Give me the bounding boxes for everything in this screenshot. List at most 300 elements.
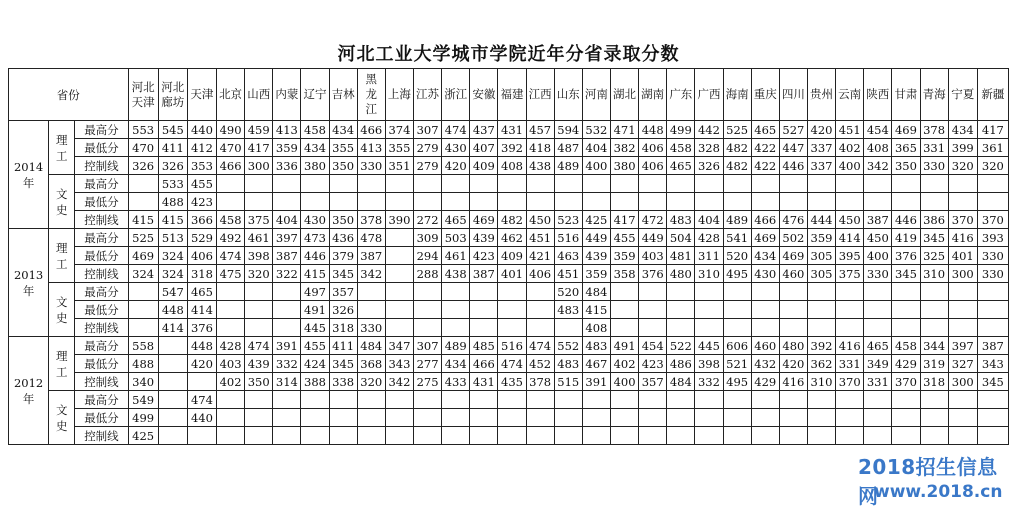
score-cell: 471 xyxy=(610,121,638,139)
score-cell: 451 xyxy=(554,265,582,283)
score-cell xyxy=(836,301,864,319)
metric-label: 控制线 xyxy=(75,427,128,445)
score-cell: 432 xyxy=(751,355,779,373)
score-cell xyxy=(329,409,357,427)
score-cell: 388 xyxy=(301,373,329,391)
score-cell xyxy=(807,283,835,301)
score-cell xyxy=(723,319,751,337)
score-cell: 450 xyxy=(526,211,554,229)
score-cell: 344 xyxy=(920,337,948,355)
score-cell: 466 xyxy=(357,121,385,139)
score-cell: 420 xyxy=(187,355,216,373)
score-cell: 497 xyxy=(301,283,329,301)
score-cell: 466 xyxy=(217,157,245,175)
score-cell: 489 xyxy=(442,337,470,355)
table-row xyxy=(9,175,1009,193)
score-cell xyxy=(413,319,441,337)
watermark-site-url: www.2018.cn xyxy=(874,482,1003,502)
score-cell: 350 xyxy=(329,211,357,229)
score-cell: 404 xyxy=(695,211,723,229)
score-cell xyxy=(526,391,554,409)
score-cell: 442 xyxy=(695,121,723,139)
score-cell xyxy=(892,391,920,409)
score-cell: 314 xyxy=(273,373,301,391)
score-cell xyxy=(639,283,667,301)
score-cell xyxy=(128,319,158,337)
year-cell: 2012 年 xyxy=(9,337,49,445)
province-header: 吉林 xyxy=(329,69,357,121)
metric-label: 最高分 xyxy=(75,283,128,301)
score-cell: 513 xyxy=(158,229,187,247)
score-cell xyxy=(245,319,273,337)
score-cell xyxy=(610,391,638,409)
score-cell xyxy=(470,427,498,445)
table-row xyxy=(9,301,1009,319)
score-cell xyxy=(217,301,245,319)
score-cell: 440 xyxy=(187,121,216,139)
score-cell: 470 xyxy=(128,139,158,157)
score-cell: 415 xyxy=(128,211,158,229)
score-cell: 460 xyxy=(779,265,807,283)
score-cell xyxy=(217,427,245,445)
score-cell: 370 xyxy=(836,373,864,391)
score-cell: 324 xyxy=(128,265,158,283)
score-cell: 487 xyxy=(554,139,582,157)
score-cell: 294 xyxy=(413,247,441,265)
score-cell: 416 xyxy=(948,229,977,247)
score-cell xyxy=(187,373,216,391)
score-cell: 320 xyxy=(977,157,1008,175)
score-cell xyxy=(836,175,864,193)
score-cell: 515 xyxy=(554,373,582,391)
score-cell xyxy=(864,319,892,337)
score-cell xyxy=(836,193,864,211)
score-cell: 288 xyxy=(413,265,441,283)
province-header: 黑 龙 江 xyxy=(357,69,385,121)
score-cell xyxy=(892,193,920,211)
score-cell xyxy=(920,301,948,319)
score-cell: 417 xyxy=(977,121,1008,139)
score-cell: 326 xyxy=(128,157,158,175)
score-cell xyxy=(667,427,695,445)
score-cell xyxy=(807,409,835,427)
score-cell: 532 xyxy=(582,121,610,139)
score-cell xyxy=(554,427,582,445)
score-cell xyxy=(864,427,892,445)
score-cell: 439 xyxy=(470,229,498,247)
score-cell xyxy=(245,409,273,427)
score-cell: 483 xyxy=(554,355,582,373)
score-cell xyxy=(158,409,187,427)
score-cell xyxy=(357,391,385,409)
score-cell xyxy=(273,193,301,211)
subject-cell: 文 史 xyxy=(49,391,75,445)
score-cell: 458 xyxy=(667,139,695,157)
table-row xyxy=(9,193,1009,211)
score-cell: 391 xyxy=(582,373,610,391)
score-cell xyxy=(751,409,779,427)
score-cell: 457 xyxy=(526,121,554,139)
score-cell: 343 xyxy=(385,355,413,373)
score-cell: 444 xyxy=(807,211,835,229)
score-cell xyxy=(892,301,920,319)
score-cell xyxy=(385,427,413,445)
score-cell xyxy=(977,175,1008,193)
score-cell: 438 xyxy=(442,265,470,283)
score-cell: 320 xyxy=(357,373,385,391)
table-row xyxy=(9,355,1009,373)
year-cell: 2014 年 xyxy=(9,121,49,229)
score-cell: 469 xyxy=(470,211,498,229)
score-cell: 499 xyxy=(128,409,158,427)
score-cell xyxy=(128,283,158,301)
score-cell xyxy=(667,301,695,319)
score-cell: 447 xyxy=(779,139,807,157)
table-row xyxy=(9,409,1009,427)
score-cell: 474 xyxy=(498,355,526,373)
score-cell xyxy=(948,409,977,427)
score-cell: 411 xyxy=(158,139,187,157)
table-row xyxy=(9,157,1009,175)
score-cell: 437 xyxy=(470,121,498,139)
subject-cell: 理 工 xyxy=(49,337,75,391)
score-cell: 326 xyxy=(329,301,357,319)
score-cell: 397 xyxy=(948,337,977,355)
score-cell: 522 xyxy=(667,337,695,355)
score-cell: 351 xyxy=(385,157,413,175)
score-cell xyxy=(667,175,695,193)
metric-label: 最低分 xyxy=(75,139,128,157)
score-cell xyxy=(498,193,526,211)
score-cell: 415 xyxy=(582,301,610,319)
score-cell xyxy=(526,409,554,427)
score-cell xyxy=(807,301,835,319)
score-cell xyxy=(385,391,413,409)
score-cell xyxy=(723,193,751,211)
score-cell: 398 xyxy=(245,247,273,265)
province-header: 重庆 xyxy=(751,69,779,121)
score-cell xyxy=(723,391,751,409)
score-cell xyxy=(273,301,301,319)
score-cell: 558 xyxy=(128,337,158,355)
score-cell xyxy=(357,193,385,211)
score-cell xyxy=(217,391,245,409)
score-cell: 421 xyxy=(526,247,554,265)
score-cell: 300 xyxy=(245,157,273,175)
score-cell xyxy=(470,391,498,409)
score-cell xyxy=(217,175,245,193)
score-cell: 533 xyxy=(158,175,187,193)
score-cell: 480 xyxy=(779,337,807,355)
table-row xyxy=(9,373,1009,391)
score-cell: 495 xyxy=(723,373,751,391)
score-cell: 392 xyxy=(807,337,835,355)
score-cell: 460 xyxy=(751,337,779,355)
score-cell: 465 xyxy=(667,157,695,175)
score-cell: 319 xyxy=(920,355,948,373)
score-cell: 326 xyxy=(158,157,187,175)
score-cell: 336 xyxy=(273,157,301,175)
province-header: 新疆 xyxy=(977,69,1008,121)
score-cell xyxy=(498,283,526,301)
score-cell: 523 xyxy=(554,211,582,229)
year-cell: 2013 年 xyxy=(9,229,49,337)
subject-cell: 文 史 xyxy=(49,175,75,229)
score-cell xyxy=(554,193,582,211)
province-header: 青海 xyxy=(920,69,948,121)
score-cell xyxy=(498,427,526,445)
score-cell xyxy=(807,319,835,337)
score-cell: 445 xyxy=(695,337,723,355)
score-cell xyxy=(723,427,751,445)
score-cell: 330 xyxy=(864,265,892,283)
province-header: 河北 廊坊 xyxy=(158,69,187,121)
metric-label: 最低分 xyxy=(75,247,128,265)
score-cell: 305 xyxy=(807,265,835,283)
score-cell xyxy=(385,247,413,265)
score-cell: 489 xyxy=(723,211,751,229)
table-row xyxy=(9,247,1009,265)
score-cell: 350 xyxy=(245,373,273,391)
score-cell: 450 xyxy=(864,229,892,247)
score-cell: 465 xyxy=(864,337,892,355)
score-cell: 365 xyxy=(892,139,920,157)
score-cell: 366 xyxy=(187,211,216,229)
score-cell: 403 xyxy=(217,355,245,373)
score-cell: 520 xyxy=(723,247,751,265)
score-cell xyxy=(442,391,470,409)
score-cell: 277 xyxy=(413,355,441,373)
score-cell: 435 xyxy=(498,373,526,391)
score-cell xyxy=(301,175,329,193)
score-cell xyxy=(695,301,723,319)
score-cell xyxy=(357,301,385,319)
score-cell xyxy=(977,283,1008,301)
score-cell xyxy=(751,391,779,409)
score-cell: 594 xyxy=(554,121,582,139)
metric-label: 控制线 xyxy=(75,319,128,337)
score-cell: 461 xyxy=(245,229,273,247)
province-header: 四川 xyxy=(779,69,807,121)
score-cell: 482 xyxy=(723,139,751,157)
score-cell: 391 xyxy=(273,337,301,355)
score-cell xyxy=(301,391,329,409)
score-cell: 438 xyxy=(526,157,554,175)
score-cell xyxy=(582,175,610,193)
score-cell xyxy=(526,301,554,319)
score-cell xyxy=(158,337,187,355)
score-cell xyxy=(273,427,301,445)
score-cell: 412 xyxy=(187,139,216,157)
score-cell xyxy=(273,409,301,427)
score-cell xyxy=(977,193,1008,211)
score-cell xyxy=(526,175,554,193)
score-cell: 446 xyxy=(301,247,329,265)
score-cell xyxy=(639,193,667,211)
score-cell: 504 xyxy=(667,229,695,247)
score-cell: 458 xyxy=(892,337,920,355)
score-cell xyxy=(667,283,695,301)
score-cell xyxy=(442,193,470,211)
score-cell xyxy=(639,391,667,409)
score-cell xyxy=(385,301,413,319)
score-cell: 272 xyxy=(413,211,441,229)
score-cell: 318 xyxy=(920,373,948,391)
score-cell xyxy=(864,283,892,301)
province-header: 广东 xyxy=(667,69,695,121)
score-cell: 469 xyxy=(892,121,920,139)
score-cell: 420 xyxy=(807,121,835,139)
score-cell: 488 xyxy=(158,193,187,211)
score-cell xyxy=(413,175,441,193)
score-cell xyxy=(892,283,920,301)
score-cell xyxy=(920,175,948,193)
score-cell xyxy=(779,283,807,301)
score-cell: 355 xyxy=(385,139,413,157)
score-cell: 480 xyxy=(667,265,695,283)
score-cell: 387 xyxy=(470,265,498,283)
score-cell: 529 xyxy=(187,229,216,247)
score-cell xyxy=(217,409,245,427)
score-cell: 409 xyxy=(470,157,498,175)
score-cell: 322 xyxy=(273,265,301,283)
score-cell xyxy=(610,283,638,301)
score-cell: 465 xyxy=(751,121,779,139)
province-header: 安徽 xyxy=(470,69,498,121)
score-cell: 545 xyxy=(158,121,187,139)
score-cell: 403 xyxy=(639,247,667,265)
score-cell: 448 xyxy=(158,301,187,319)
score-cell: 475 xyxy=(217,265,245,283)
score-cell: 330 xyxy=(977,247,1008,265)
score-cell xyxy=(498,175,526,193)
province-header: 广西 xyxy=(695,69,723,121)
score-cell: 413 xyxy=(357,139,385,157)
province-header: 辽宁 xyxy=(301,69,329,121)
score-cell xyxy=(470,409,498,427)
score-cell: 461 xyxy=(442,247,470,265)
watermark-site-name: 2018招生信息网 xyxy=(858,455,998,508)
score-cell: 503 xyxy=(442,229,470,247)
score-cell: 492 xyxy=(217,229,245,247)
score-cell xyxy=(723,175,751,193)
province-header: 云南 xyxy=(836,69,864,121)
score-cell xyxy=(779,427,807,445)
score-cell xyxy=(695,427,723,445)
score-cell: 393 xyxy=(977,229,1008,247)
score-cell: 425 xyxy=(582,211,610,229)
score-cell xyxy=(128,175,158,193)
header-row xyxy=(9,69,1009,121)
score-cell: 368 xyxy=(357,355,385,373)
score-cell xyxy=(920,427,948,445)
score-cell: 455 xyxy=(610,229,638,247)
score-cell xyxy=(639,175,667,193)
score-cell xyxy=(329,193,357,211)
metric-label: 最低分 xyxy=(75,301,128,319)
score-cell xyxy=(751,193,779,211)
score-cell: 422 xyxy=(751,139,779,157)
metric-label: 控制线 xyxy=(75,373,128,391)
score-cell xyxy=(779,391,807,409)
score-cell xyxy=(470,175,498,193)
score-cell xyxy=(245,193,273,211)
score-cell: 406 xyxy=(526,265,554,283)
score-cell: 423 xyxy=(639,355,667,373)
score-cell xyxy=(158,391,187,409)
score-cell xyxy=(948,175,977,193)
score-cell: 375 xyxy=(245,211,273,229)
score-cell xyxy=(948,391,977,409)
score-cell: 359 xyxy=(610,247,638,265)
score-cell: 310 xyxy=(695,265,723,283)
score-cell: 430 xyxy=(442,139,470,157)
score-cell xyxy=(667,391,695,409)
score-cell xyxy=(413,283,441,301)
score-cell: 387 xyxy=(864,211,892,229)
score-cell: 466 xyxy=(751,211,779,229)
score-cell: 330 xyxy=(357,319,385,337)
score-cell: 469 xyxy=(779,247,807,265)
score-cell: 279 xyxy=(413,157,441,175)
score-cell: 417 xyxy=(610,211,638,229)
score-cell: 387 xyxy=(357,247,385,265)
score-cell: 343 xyxy=(977,355,1008,373)
score-cell xyxy=(864,409,892,427)
score-cell xyxy=(667,193,695,211)
score-cell xyxy=(920,319,948,337)
score-cell xyxy=(582,391,610,409)
score-cell: 429 xyxy=(892,355,920,373)
score-cell: 353 xyxy=(187,157,216,175)
score-cell xyxy=(470,193,498,211)
score-cell xyxy=(639,409,667,427)
score-cell xyxy=(273,283,301,301)
score-cell xyxy=(158,427,187,445)
score-cell xyxy=(187,427,216,445)
score-cell: 445 xyxy=(301,319,329,337)
province-header: 河北 天津 xyxy=(128,69,158,121)
score-cell: 415 xyxy=(301,265,329,283)
score-cell xyxy=(836,319,864,337)
score-cell: 428 xyxy=(217,337,245,355)
score-cell: 361 xyxy=(977,139,1008,157)
province-header: 山东 xyxy=(554,69,582,121)
score-cell: 320 xyxy=(245,265,273,283)
score-cell xyxy=(920,283,948,301)
table-row xyxy=(9,427,1009,445)
score-cell: 413 xyxy=(273,121,301,139)
province-header: 北京 xyxy=(217,69,245,121)
metric-label: 最高分 xyxy=(75,121,128,139)
score-cell: 378 xyxy=(357,211,385,229)
province-header: 上海 xyxy=(385,69,413,121)
metric-label: 最低分 xyxy=(75,409,128,427)
score-cell: 486 xyxy=(667,355,695,373)
score-cell: 431 xyxy=(470,373,498,391)
score-cell: 406 xyxy=(639,157,667,175)
score-cell: 332 xyxy=(695,373,723,391)
score-cell xyxy=(751,319,779,337)
score-cell: 326 xyxy=(695,157,723,175)
score-cell: 406 xyxy=(187,247,216,265)
score-cell xyxy=(357,427,385,445)
score-cell: 362 xyxy=(807,355,835,373)
score-cell xyxy=(413,409,441,427)
score-cell: 474 xyxy=(187,391,216,409)
score-cell: 370 xyxy=(948,211,977,229)
score-cell: 547 xyxy=(158,283,187,301)
